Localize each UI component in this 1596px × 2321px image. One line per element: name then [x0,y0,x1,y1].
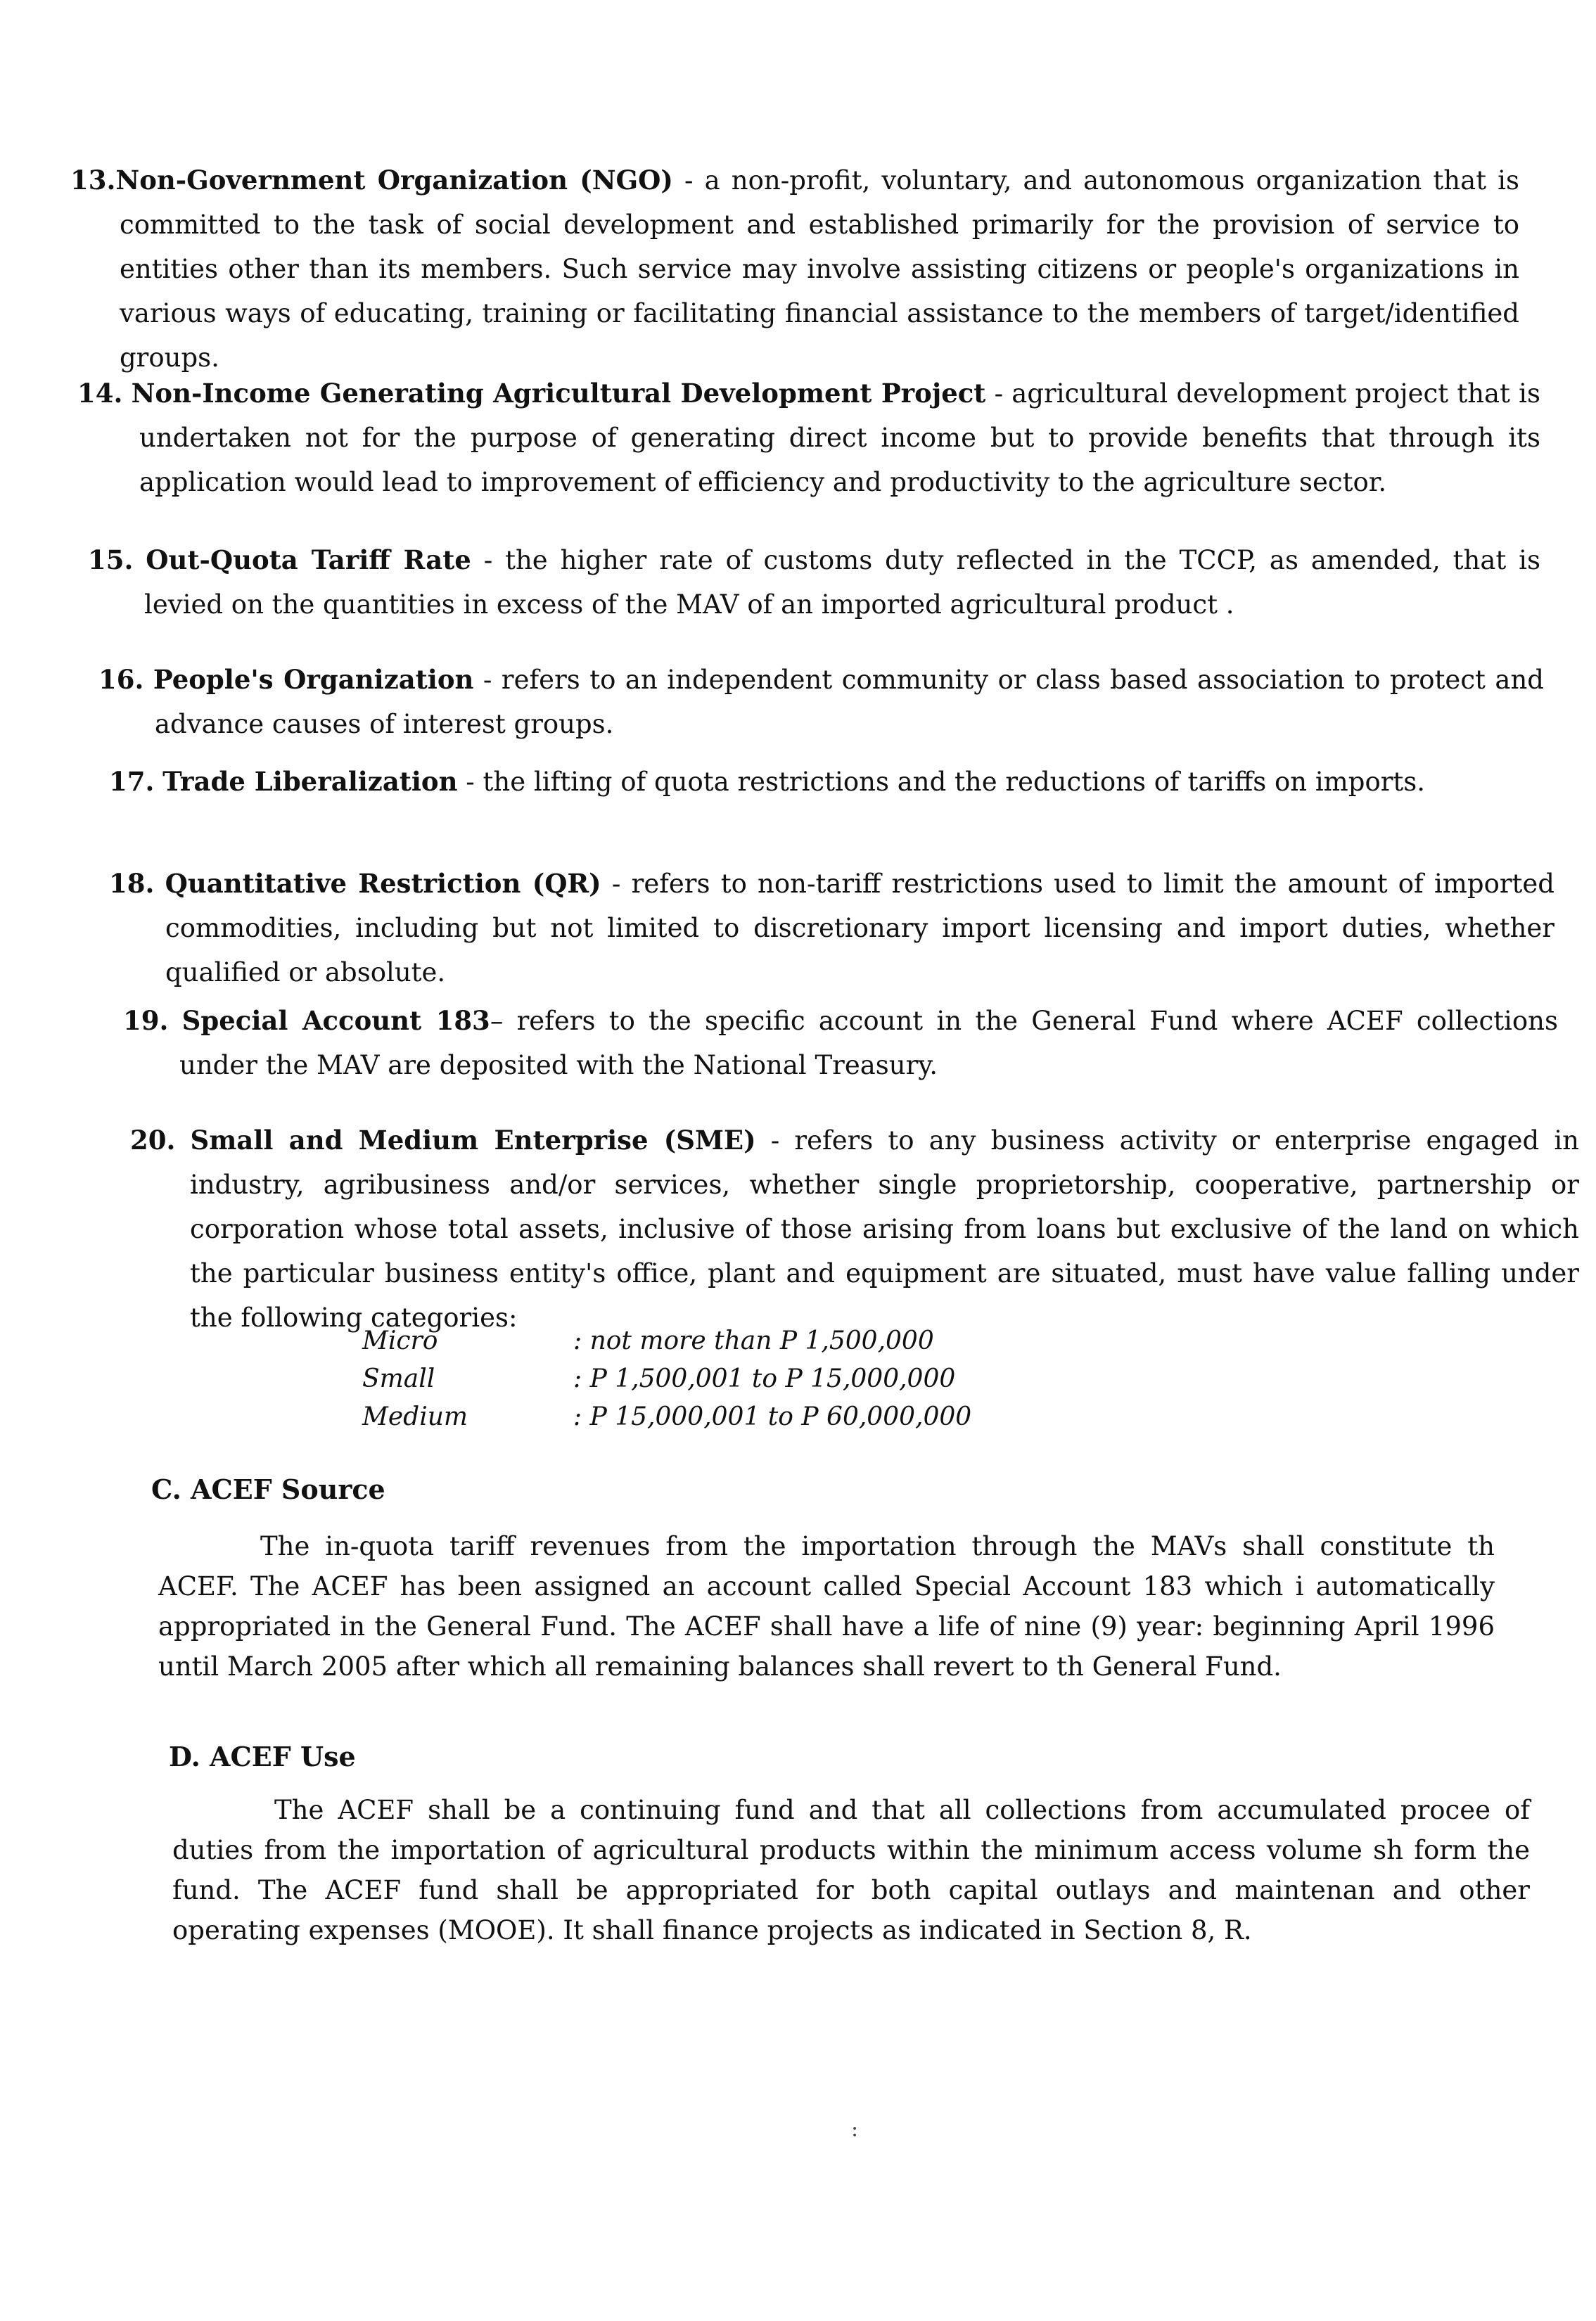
definition-text: - the lifting of quota restrictions and the reductions of tariffs on imports. [457,767,1426,797]
footer-mark: : [851,2117,859,2142]
definition-item [98,658,1544,746]
sme-value: : not more than P 1,500,000 [573,1326,934,1355]
definition-item [109,862,1554,995]
definition-number: 20. [130,1125,176,1156]
sme-category: Micro [362,1326,438,1355]
section-c-body: The in-quota tariff revenues from the importation through the MAVs shall constitute th ACEF. The ACEF has been assigned an account called Special Account 183 which i automatically appropriated in the General Fund. The ACEF shall have a life of nine (9) year: beginning April 1996 until March 2005 after which all remaining balances shall revert to th General Fund. [158,1531,1495,1682]
definition-text: - refers to any business activity or enterprise engaged in industry, agribusiness and/or services, whether single proprietorship, cooperative, partnership or corporation whose total assets, inclusive of those arising from loans but exclusive of the land on which the particular business entity's office, plant and equipment are situated, must have value falling under the following categories: [190,1125,1579,1333]
definition-text: - agricultural development project that is undertaken not for the purpose of generating direct income but to provide benefits that through its application would lead to improvement of efficiency and productivity to the agriculture sector. [139,378,1540,497]
definition-term: Quantitative Restriction (QR) [165,868,601,899]
definition-text: - a non-profit, voluntary, and autonomous organization that is committed to the task of social development and established primarily for the provision of service to entities other than its members. Such service may involve assisting citizens or people's organizations in various ways of educating, training or facilitating financial assistance to the members of target/identified groups. [120,165,1519,373]
definition-term: Non-Government Organization (NGO) [115,165,673,196]
section-d-heading: D. ACEF Use [169,1741,356,1772]
definition-number: 15. [88,544,134,575]
definition-term: Non-Income Generating Agricultural Development Project [131,378,986,409]
definition-text: - refers to an independent community or class based association to protect and advance causes of interest groups. [155,665,1544,739]
definition-text: - refers to non-tariff restrictions used to limit the amount of imported commodities, including but not limited to discretionary import licensing and import duties, whether qualified or absolute. [165,869,1554,987]
sme-row-micro [362,1322,971,1360]
definition-term: Special Account 183 [181,1005,490,1036]
definition-text: – refers to the specific account in the General Fund where ACEF collections under the MAV are deposited with the National Treasury. [179,1006,1558,1080]
definition-number: 19. [123,1005,169,1036]
sme-category: Small [362,1364,435,1393]
definition-term: Trade Liberalization [162,766,458,797]
definition-item [123,999,1558,1087]
section-c-heading: C. ACEF Source [151,1473,385,1505]
section-d-body: The ACEF shall be a continuing fund and that all collections from accumulated procee of duties from the importation of agricultural products within the minimum access volume sh form the fund. The ACEF fund shall be appropriated for both capital outlays and maintenan and other operating expenses (MOOE). It shall finance projects as indicated in Section 8, R. [172,1795,1530,1945]
definition-number: 13. [70,165,116,196]
definition-term: Out-Quota Tariff Rate [146,544,471,575]
definition-item [88,538,1540,627]
definition-term: Small and Medium Enterprise (SME) [190,1125,756,1156]
sme-row-small [362,1360,971,1398]
sme-value: : P 1,500,001 to P 15,000,000 [573,1364,956,1393]
definition-term: People's Organization [153,664,474,695]
definition-item [109,760,1544,804]
definition-text: - the higher rate of customs duty reflected in the TCCP, as amended, that is levied on the quantities in excess of the MAV of an imported agricultural product . [144,545,1540,620]
sme-row-medium [362,1398,971,1436]
definition-item [130,1118,1579,1340]
definition-item [70,158,1519,380]
sme-value: : P 15,000,001 to P 60,000,000 [573,1402,972,1431]
definition-item [77,371,1540,504]
sme-categories-table [362,1322,971,1436]
definition-number: 16. [98,664,144,695]
definition-number: 14. [77,378,123,409]
sme-category: Medium [362,1402,468,1431]
definition-number: 18. [109,868,155,899]
definition-number: 17. [109,766,155,797]
